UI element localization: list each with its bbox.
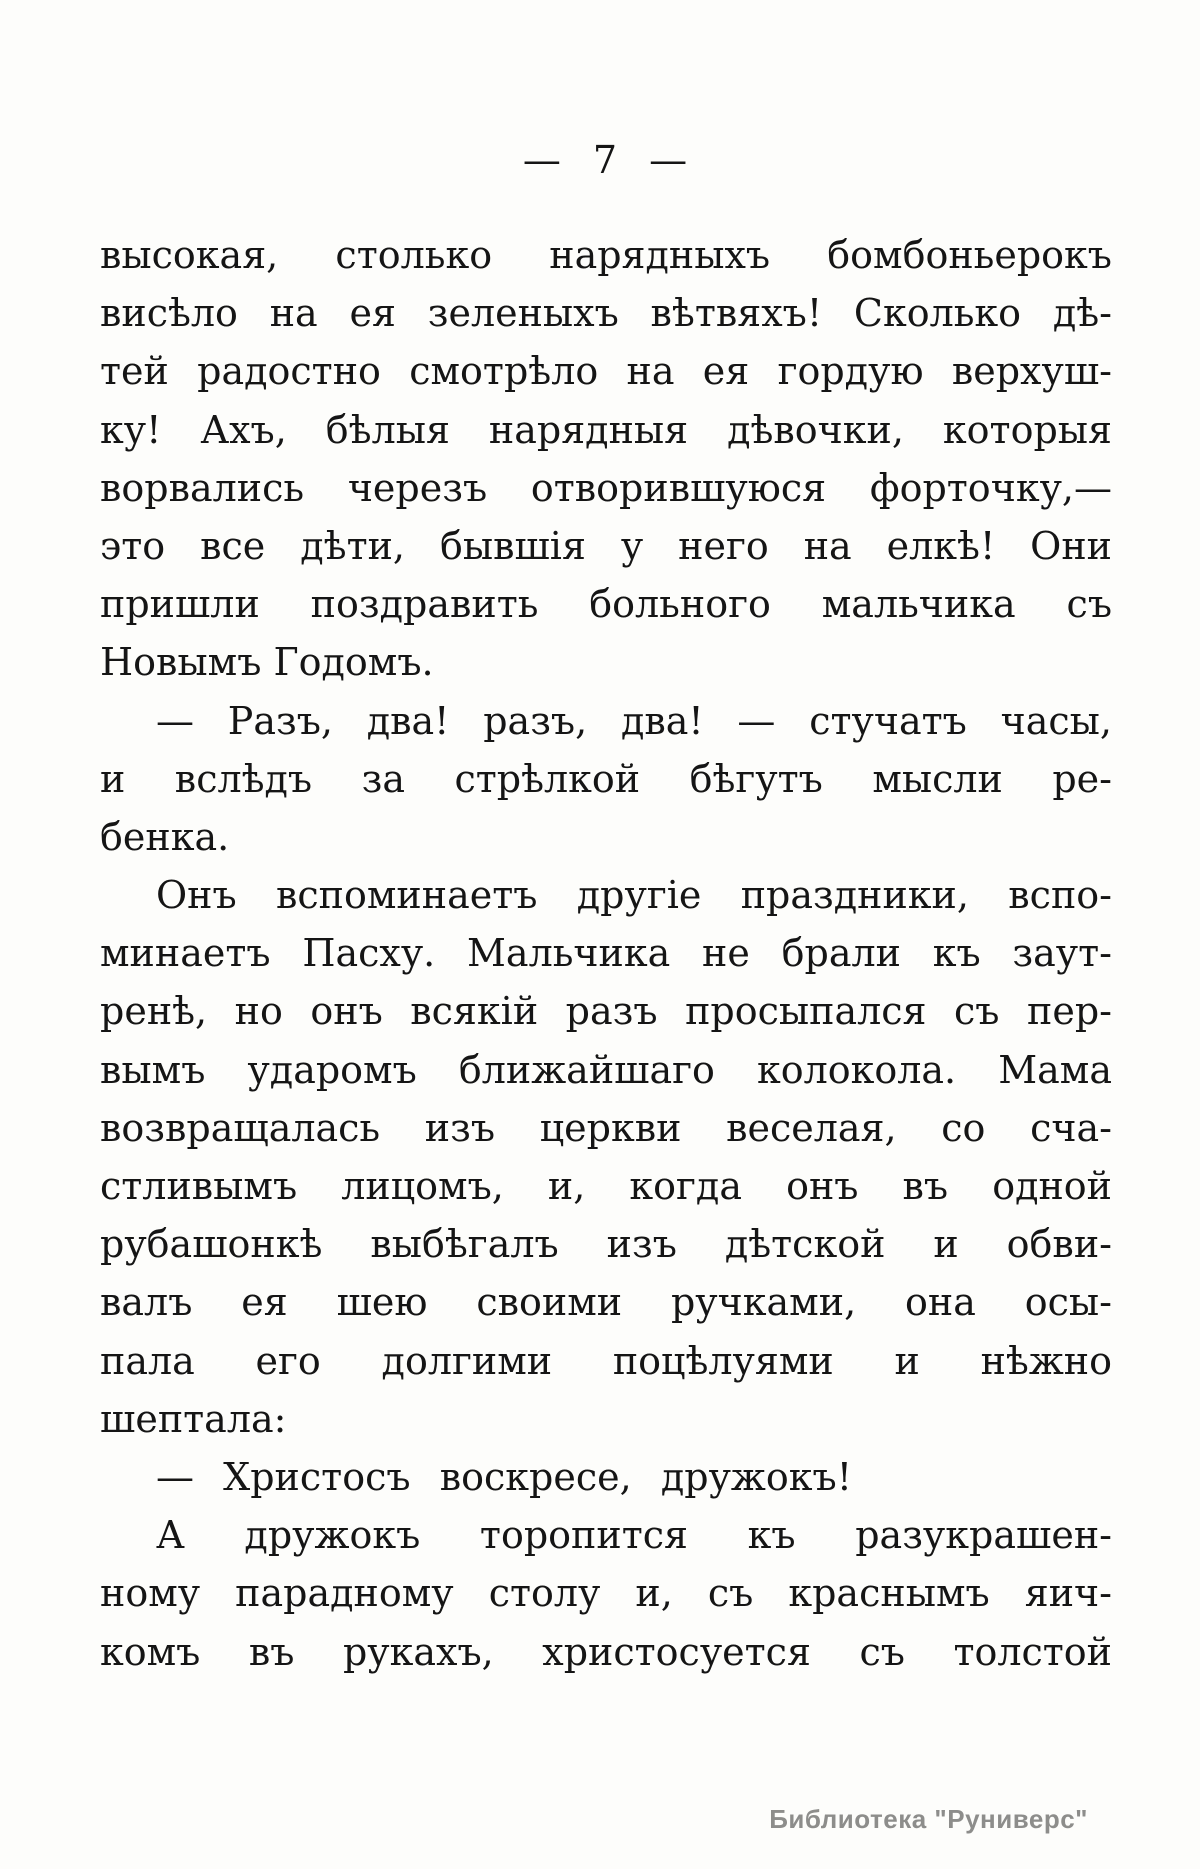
text-line: ному парадному столу и, съ краснымъ яич-	[100, 1571, 1112, 1616]
text-line: Новымъ Годомъ.	[100, 640, 434, 685]
text-line: ворвались черезъ отворившуюся форточку,—	[100, 465, 1112, 510]
text-line: ренѣ, но онъ всякій разъ просыпался съ пер-	[100, 989, 1112, 1034]
text-line: возвращалась изъ церкви веселая, со сча-	[100, 1105, 1112, 1150]
text-line: тей радостно смотрѣло на ея гордую верхуш-	[100, 349, 1112, 394]
text-line: бенка.	[100, 814, 230, 859]
text-line: стливымъ лицомъ, и, когда онъ въ одной	[100, 1164, 1112, 1208]
text-line: ку! Ахъ, бѣлыя нарядныя дѣвочки, которыя	[100, 407, 1112, 452]
page-text	[100, 226, 1112, 1681]
text-line: висѣло на ея зеленыхъ вѣтвяхъ! Сколько дѣ-	[100, 291, 1112, 336]
text-line: рубашонкѣ выбѣгалъ изъ дѣтской и обви-	[100, 1222, 1112, 1267]
text-line: вымъ ударомъ ближайшаго колокола. Мама	[100, 1047, 1112, 1092]
text-line: валъ ея шею своими ручками, она осы-	[100, 1280, 1112, 1325]
text-line: А дружокъ торопится къ разукрашен-	[156, 1513, 1112, 1558]
text-line: пришли поздравить больного мальчика съ	[100, 582, 1112, 627]
text-line: шептала:	[100, 1396, 287, 1441]
page-number: — 7 —	[522, 138, 690, 182]
text-line: комъ въ рукахъ, христосуется съ толстой	[100, 1629, 1112, 1674]
text-line: — Разъ, два! разъ, два! — стучатъ часы,	[156, 698, 1112, 743]
text-line: — Христосъ воскресе, дружокъ!	[156, 1454, 852, 1499]
watermark: Библиотека "Руниверс"	[769, 1804, 1088, 1834]
text-line: и вслѣдъ за стрѣлкой бѣгутъ мысли ре-	[100, 756, 1112, 801]
text-line: минаетъ Пасху. Мальчика не брали къ заут-	[100, 931, 1112, 976]
text-line: пала его долгими поцѣлуями и нѣжно	[100, 1338, 1112, 1383]
text-line: высокая, столько нарядныхъ бомбоньерокъ	[100, 233, 1112, 277]
text-line: Онъ вспоминаетъ другіе праздники, вспо-	[156, 873, 1112, 918]
text-line: это все дѣти, бывшія у него на елкѣ! Они	[100, 523, 1112, 568]
